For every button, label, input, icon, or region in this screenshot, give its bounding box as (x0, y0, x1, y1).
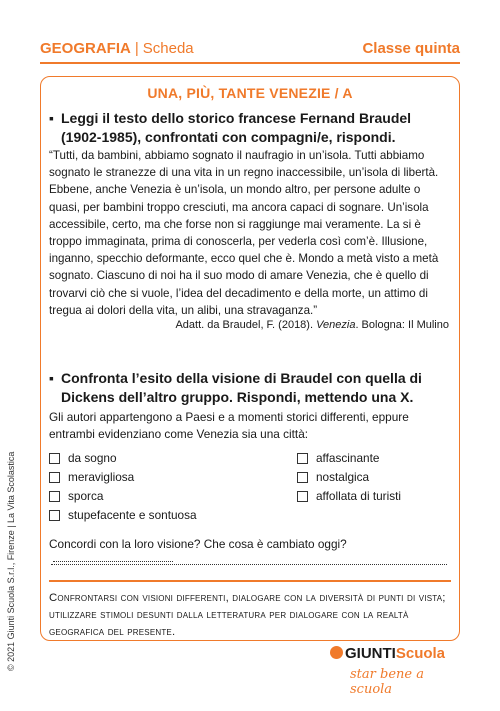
checkbox-icon[interactable] (49, 453, 60, 464)
quote-source (175, 319, 449, 331)
answer-line[interactable] (51, 564, 447, 565)
checkbox-icon[interactable] (297, 453, 308, 464)
option-label: affascinante (316, 451, 380, 465)
copyright-text: © 2021 Giunti Scuola S.r.l., Firenze | La Vita Scolastica (6, 451, 16, 671)
options-intro: Gli autori appartengono a Paesi e a momenti storici differenti, eppure entrambi evidenziano come Venezia sia una città: (49, 410, 409, 441)
option-meravigliosa[interactable] (49, 469, 134, 485)
option-label: da sogno (68, 451, 117, 465)
open-question-text: Concordi con la loro visione? Che cosa è cambiato oggi? (49, 537, 347, 551)
options-list (49, 450, 449, 522)
brand-tagline: star bene a scuola (350, 667, 424, 697)
option-affollata[interactable] (297, 488, 401, 504)
bullet-icon: ▪ (49, 370, 54, 386)
brand-name (330, 645, 445, 662)
question-1 (49, 109, 447, 147)
question-2-text: Confronta l’esito della visione di Braudel con quella di Dickens dell’altro gruppo. Rispondi, mettendo una X. (61, 370, 422, 405)
copyright-note (6, 351, 22, 681)
checkbox-icon[interactable] (49, 491, 60, 502)
checkbox-icon[interactable] (49, 510, 60, 521)
checkbox-icon[interactable] (297, 491, 308, 502)
question-1-text: Leggi il testo dello storico francese Fernand Braudel (1902-1985), confrontati con compagni/e, rispondi. (61, 110, 412, 145)
option-label: sporca (68, 489, 104, 503)
option-sporca[interactable] (49, 488, 103, 504)
option-affascinante[interactable] (297, 450, 379, 466)
divider (49, 580, 451, 582)
braudel-quote: “Tutti, da bambini, abbiamo sognato il naufragio in un’isola. Tutti abbiamo sognato le stranezze di una vita in un regno inaccessibile, un’isola di libertà. Ebbene, anche Venezia è un’isola, un mondo altro, per persone adulte o quasi, per bambini troppo cresciuti, ma ancora capaci di sognare. Un’isola accessibile, certo, ma che forse non si raggiunge mai veramente. La si è troppo immaginata, prima di conoscerla, per vederla così com’è. Illusione, inganno, specchio deformante, ecco quel che è. Mondo a metà visto a metà sognato. Ciascuno di noi ha il suo modo di amare Venezia, che è quello di trovarvi ciò che si vuole, l’idea del decadimento e della morte, un attimo di tregua ai dolori della vita, un alibi, una stravaganza.” (49, 149, 439, 317)
checkbox-icon[interactable] (297, 472, 308, 483)
answer-line[interactable] (53, 551, 173, 562)
bullet-icon: ▪ (49, 110, 54, 126)
brand-name-a: GIUNTI (345, 645, 396, 662)
open-question (49, 537, 449, 565)
option-nostalgica[interactable] (297, 469, 369, 485)
header-rule (40, 62, 460, 64)
option-da-sogno[interactable] (49, 450, 117, 466)
grade-label: Classe quinta (362, 40, 460, 57)
skill-objective: Confrontarsi con visioni differenti, dialogare con la diversità di punti di vista; utilizzare stimoli desunti dalla letteratura per dialogare con la realtà geografica del presente. (49, 592, 446, 638)
worksheet-box (40, 76, 460, 641)
subject-label (40, 40, 194, 57)
logo-mark-icon (330, 646, 343, 659)
page-header (40, 38, 460, 64)
source-suffix: . Bologna: Il Mulino (355, 319, 449, 331)
publisher-logo (330, 645, 460, 697)
source-work: Venezia (316, 319, 356, 331)
option-stupefacente[interactable] (49, 507, 197, 523)
header-separator: | (134, 40, 139, 57)
option-label: affollata di turisti (316, 489, 402, 503)
question-2 (49, 369, 447, 407)
option-label: nostalgica (316, 470, 370, 484)
option-label: stupefacente e sontuosa (68, 508, 197, 522)
subject-name: GEOGRAFIA (40, 40, 131, 57)
checkbox-icon[interactable] (49, 472, 60, 483)
source-prefix: Adatt. da Braudel, F. (2018). (175, 319, 314, 331)
sheet-type: Scheda (142, 40, 194, 57)
option-label: meravigliosa (68, 470, 135, 484)
brand-name-b: Scuola (395, 645, 446, 662)
worksheet-title: UNA, PIÙ, TANTE VENEZIE / A (147, 85, 353, 101)
